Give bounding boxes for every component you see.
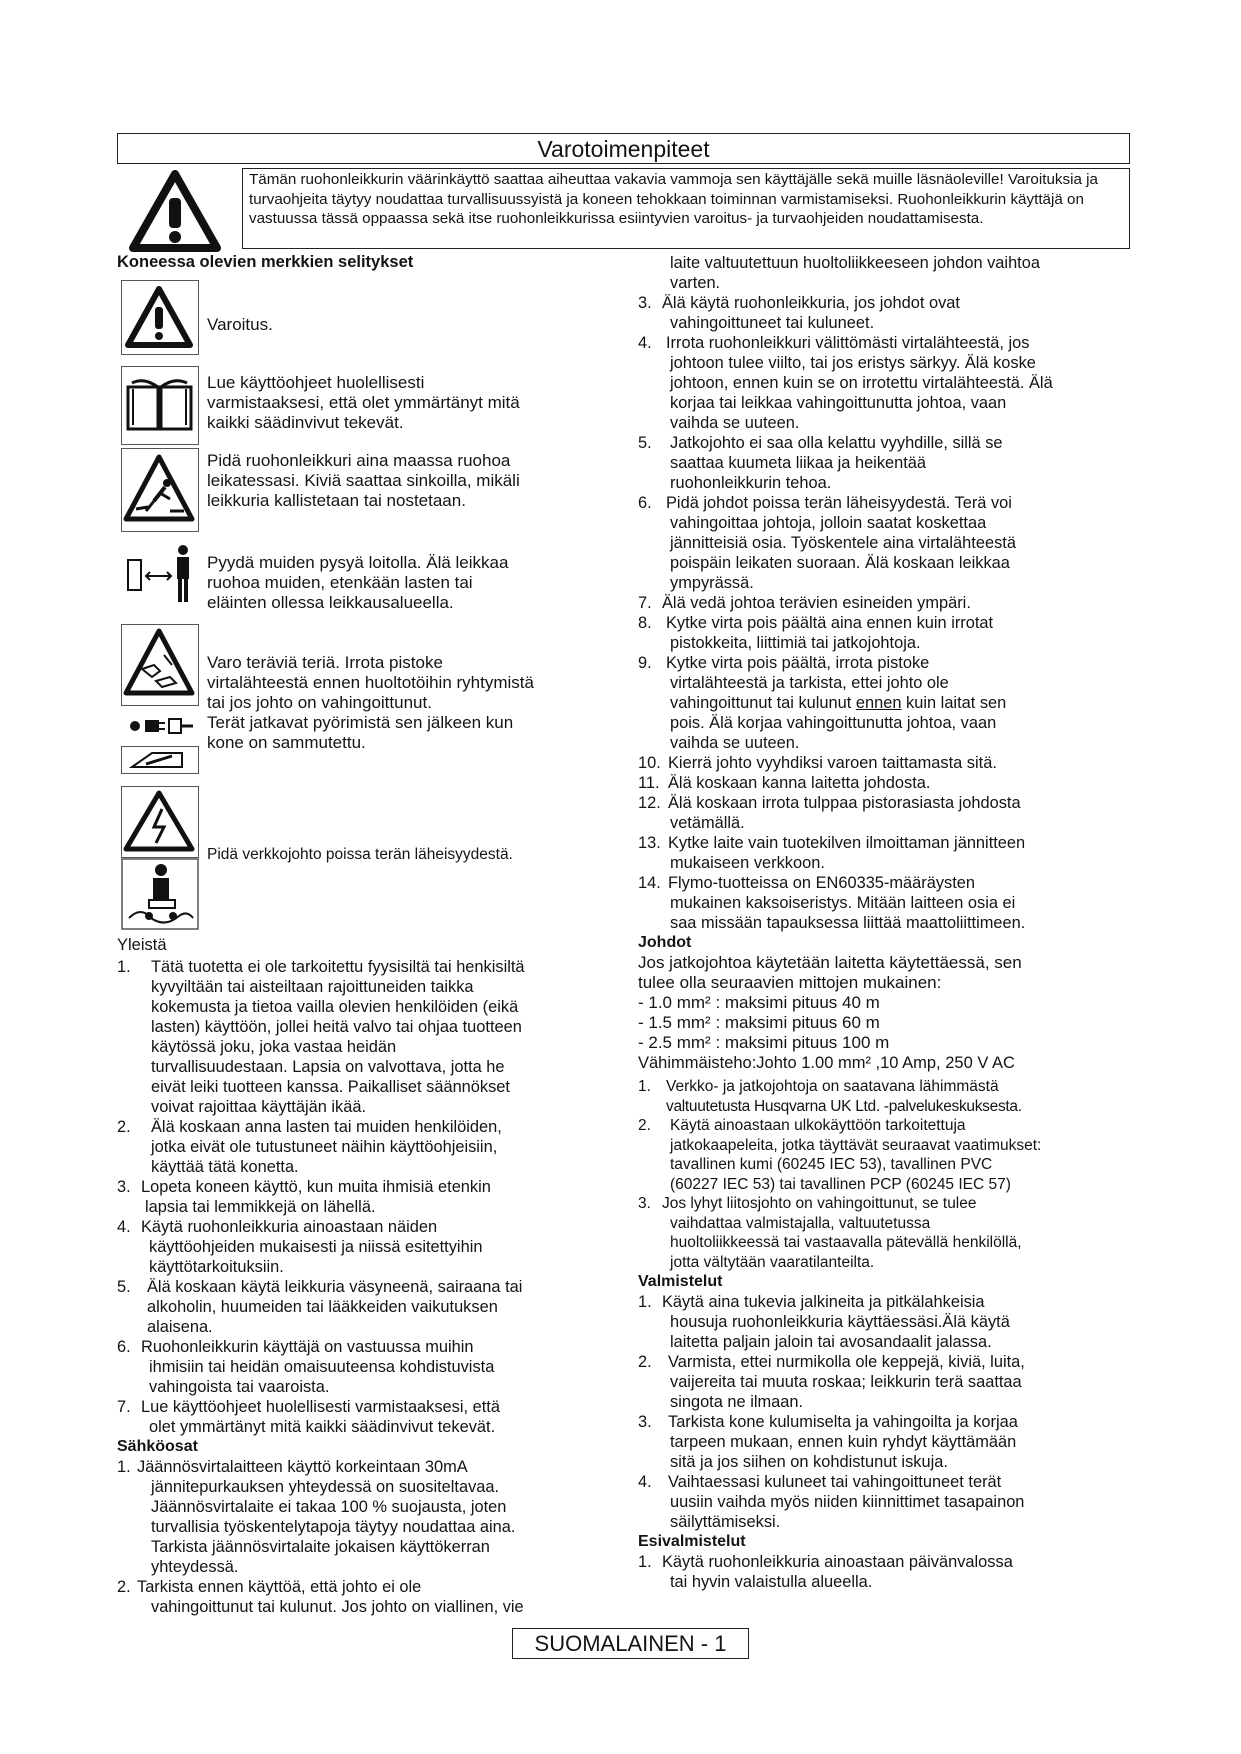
list-item: 8. Kytke virta pois päältä aina ennen kuin irrotat pistokkeita, liittimiä tai jatkojohtoja. <box>638 614 994 652</box>
list-item: 3. Lopeta koneen käyttö, kun muita ihmisiä etenkin lapsia tai lemmikkejä on lähellä. <box>117 1178 491 1216</box>
list-item: 2. Älä koskaan anna lasten tai muiden henkilöiden, jotka eivät ole tutustuneet näihin käyttöohjeisiin, käyttää tätä konetta. <box>117 1118 502 1176</box>
symbol-label: Pidä ruohonleikkuri aina maassa ruohoa leikatessasi. Kiviä saattaa sinkoilla, mikäli leikkuria kallistetaan tai nostetaan. <box>207 451 520 510</box>
list-item: 4. Irrota ruohonleikkuri välittömästi virtalähteestä, jos johtoon tulee viilto, tai jos eristys särkyy. Älä koske johtoon, ennen kuin se on irrotettu virtalähteestä. Älä korjaa tai leikkaa vahingoittunutta johtoa, vaan vaihda se uuteen. <box>638 334 1053 432</box>
unplug-symbol <box>121 706 199 746</box>
thrown-objects-symbol <box>121 448 199 532</box>
unplug-icon <box>121 706 199 746</box>
list-item: 12. Älä koskaan irrota tulppaa pistorasiasta johdosta vetämällä. <box>638 794 1021 832</box>
list-item: 1. Käytä ruohonleikkuria ainoastaan päivänvalossa tai hyvin valaistulla alueella. <box>638 1553 1013 1591</box>
sharp-blades-symbol <box>121 624 199 706</box>
thrown-objects-icon <box>122 449 197 530</box>
list-item: 2. Varmista, ettei nurmikolla ole keppejä, kiviä, luita, vaijereita tai muuta roskaa; leikkurin terä saattaa singota ne ilmaan. <box>638 1353 1025 1411</box>
electrical-continued-section <box>638 253 1133 1592</box>
list-item: 10. Kierrä johto vyyhdiksi varoen taittamasta sitä. <box>638 754 997 772</box>
section-heading: Esivalmistelut <box>638 1533 746 1550</box>
list-item: 4. Käytä ruohonleikkuria ainoastaan näiden käyttöohjeiden mukaisesti ja niissä esitettyihin käyttötarkoituksiin. <box>117 1218 483 1276</box>
list-item: 2. Käytä ainoastaan ulkokäyttöön tarkoitettuja jatkokaapeleita, jotka täyttävät seuraavat vaatimukset: tavallinen kumi (60245 IEC 53), tavallinen PVC (60227 IEC 53) tai tavallinen PCP (60245 IEC 57) <box>638 1117 1042 1193</box>
keep-distance-symbol <box>121 538 199 610</box>
minimum-rating: Vähimmäisteho:Johto 1.00 mm² ,10 Amp, 250 V AC <box>638 1054 1015 1072</box>
cords-intro: Jos jatkojohtoa käytetään laitetta käytettäessä, sen tulee olla seuraavien mittojen mukainen: <box>638 953 1022 992</box>
section-heading: Sähköosat <box>117 1438 198 1455</box>
electric-cable-icon <box>121 858 199 930</box>
list-item: 7. Lue käyttöohjeet huolellisesti varmistaaksesi, että olet ymmärtänyt mitä kaikki säädinvivut tekevät. <box>117 1398 500 1436</box>
page-footer: SUOMALAINEN - 1 <box>512 1628 749 1659</box>
list-item: 2. Tarkista ennen käyttöä, että johto ei ole vahingoittunut tai kulunut. Jos johto on viallinen, vie <box>117 1578 524 1616</box>
list-item: 1. Verkko- ja jatkojohtoja on saatavana lähimmästä valtuutetusta Husqvarna UK Ltd. -palvelukeskuksesta. <box>638 1078 1022 1115</box>
section-heading: Valmistelut <box>638 1273 723 1290</box>
section-heading: Johdot <box>638 934 692 951</box>
list-item: 5. Älä koskaan käytä leikkuria väsyneenä, sairaana tai alkoholin, huumeiden tai lääkkeiden vaikutuksen alaisena. <box>117 1278 523 1336</box>
symbol-label: Varoitus. <box>207 315 273 334</box>
general-section <box>117 935 612 1617</box>
symbol-label: Varo teräviä teriä. Irrota pistoke virtalähteestä ennen huoltotöihin ryhtymistä tai jos johto on vahingoittunut. Terät jatkavat pyörimistä sen jälkeen kun kone on sammutettu. <box>207 653 534 752</box>
warning-triangle-icon <box>122 281 197 353</box>
list-item: 1. Käytä aina tukevia jalkineita ja pitkälahkeisia housuja ruohonleikkuria käyttäessäsi.Älä käytä laitetta paljain jaloin tai avosandaalit jalassa. <box>638 1293 1010 1351</box>
list-item: 3. Tarkista kone kulumiselta ja vahingoilta ja korjaa tarpeen mukaan, ennen kuin ryhdyt käyttämään sitä ja jos siihen on kohdistunut iskuja. <box>638 1413 1018 1471</box>
intro-warning-text: Tämän ruohonleikkurin väärinkäyttö saattaa aiheuttaa vakavia vammoja sen käyttäjälle sekä muille läsnäoleville! Varoituksia ja turvaohjeita täytyy noudattaa turvallisuussyistä ja koneen tehokkaan toiminnan varmistamiseksi. Ruohonleikkurin käyttäjä on vastuussa tässä oppaassa sekä itse ruohonleikkurissa esiintyvien varoitus- ja turvaohjeiden noudattamisesta. <box>242 168 1130 249</box>
list-item: 14. Flymo-tuotteissa on EN60335-määräysten mukainen kaksoiseristys. Mitään laitteen osia ei saa missään tapauksessa liittää maattoliittimeen. <box>638 874 1026 932</box>
symbol-label: Pyydä muiden pysyä loitolla. Älä leikkaa ruohoa muiden, etenkään lasten tai eläinten ollessa leikkausalueella. <box>207 553 509 612</box>
list-item: 11. Älä koskaan kanna laitetta johdosta. <box>638 774 931 792</box>
list-item: 1. Jäännösvirtalaitteen käyttö korkeintaan 30mA jännitepurkauksen yhteydessä on suositeltavaa. Jäännösvirtalaite ei takaa 100 % suojausta, joten turvallisia työskentelytapoja täytyy noudattaa aina. Tarkista jäännösvirtalaite jokaisen käyttökerran yhteydessä. <box>117 1458 516 1576</box>
warning-triangle-icon <box>129 170 221 252</box>
symbol-label: Lue käyttöohjeet huolellisesti varmistaaksesi, että olet ymmärtänyt mitä kaikki säädinvivut tekevät. <box>207 373 520 432</box>
list-item: 3. Jos lyhyt liitosjohto on vahingoittunut, se tulee vaihdattaa valmistajalla, valtuutetussa huoltoliikkeessä tai vastaavalla pätevällä henkilöllä, jotta vältytään vaaratilanteilta. <box>638 1195 1022 1271</box>
electric-shock-symbol <box>121 786 199 858</box>
keep-distance-icon <box>121 538 199 610</box>
list-item: 7. Älä vedä johtoa terävien esineiden ympäri. <box>638 594 971 612</box>
list-item: 6. Ruohonleikkurin käyttäjä on vastuussa muihin ihmisiin tai heidän omaisuuteensa kohdistuvista vahingoista tai vaaroista. <box>117 1338 495 1396</box>
underlined-line: vahingoittunut tai kulunut ennen kuin laitat sen <box>670 694 1007 712</box>
electric-shock-icon <box>122 787 197 856</box>
maintenance-symbol <box>121 746 199 774</box>
list-item: 9. Kytke virta pois päältä, irrota pistoke virtalähteestä ja tarkista, ettei johto ole vahingoittunut tai kulunut ennen kuin laitat sen pois. Älä korjaa vahingoittunutta johtoa, vaan vaihda se uuteen. <box>638 653 1133 753</box>
list-item: 13. Kytke laite vain tuotekilven ilmoittaman jännitteen mukaiseen verkkoon. <box>638 834 1026 872</box>
list-item: 1. Tätä tuotetta ei ole tarkoitettu fyysisiltä tai henkisiltä kyvyiltään tai aisteiltaan rajoittuneiden taikka kokemusta ja tietoa vailla olevien henkilöiden (eikä lasten) käyttöön, jollei heitä valvo tai ohjaa tuotteen käytössä joku, joka vastaa heidän turvallisuudestaan. Lapsia on valvottava, jotta he eivät leiki tuotteen kanssa. Paikalliset säännökset voivat rajoittaa käyttäjän ikää. <box>117 958 525 1116</box>
manual-symbol <box>121 366 199 445</box>
cable-operator-symbol <box>121 858 199 930</box>
symbols-heading: Koneessa olevien merkkien selitykset <box>117 253 414 271</box>
sharp-blades-icon <box>122 625 197 704</box>
section-heading: Yleistä <box>117 936 167 954</box>
list-item: laite valtuutettuun huoltoliikkeeseen johdon vaihtoa varten. <box>670 254 1040 292</box>
wrench-icon <box>122 747 197 772</box>
list-item: 4. Vaihtaessasi kuluneet tai vahingoittuneet terät uusiin vaihda myös niiden kiinnittimet tasapainon säilyttämiseksi. <box>638 1473 1025 1531</box>
list-item: 6. Pidä johdot poissa terän läheisyydestä. Terä voi vahingoittaa johtoja, jolloin saatat koskettaa jännitteisiä osia. Työskentele aina virtalähteestä poispäin leikaten suoraan. Älä koskaan leikkaa ympyrässä. <box>638 494 1016 592</box>
warning-symbol <box>121 280 199 355</box>
list-item: 5. Jatkojohto ei saa olla kelattu vyyhdille, sillä se saattaa kuumeta liikaa ja heikentää ruohonleikkurin tehoa. <box>638 434 1003 492</box>
cord-specs: - 1.0 mm² : maksimi pituus 40 m - 1.5 mm² : maksimi pituus 60 m - 2.5 mm² : maksimi pituus 100 m <box>638 993 890 1052</box>
list-item: 3. Älä käytä ruohonleikkuria, jos johdot ovat vahingoittuneet tai kuluneet. <box>638 294 960 332</box>
page-title: Varotoimenpiteet <box>117 133 1130 164</box>
symbol-label: Pidä verkkojohto poissa terän läheisyydestä. <box>207 846 513 863</box>
manual-book-icon <box>122 367 197 443</box>
